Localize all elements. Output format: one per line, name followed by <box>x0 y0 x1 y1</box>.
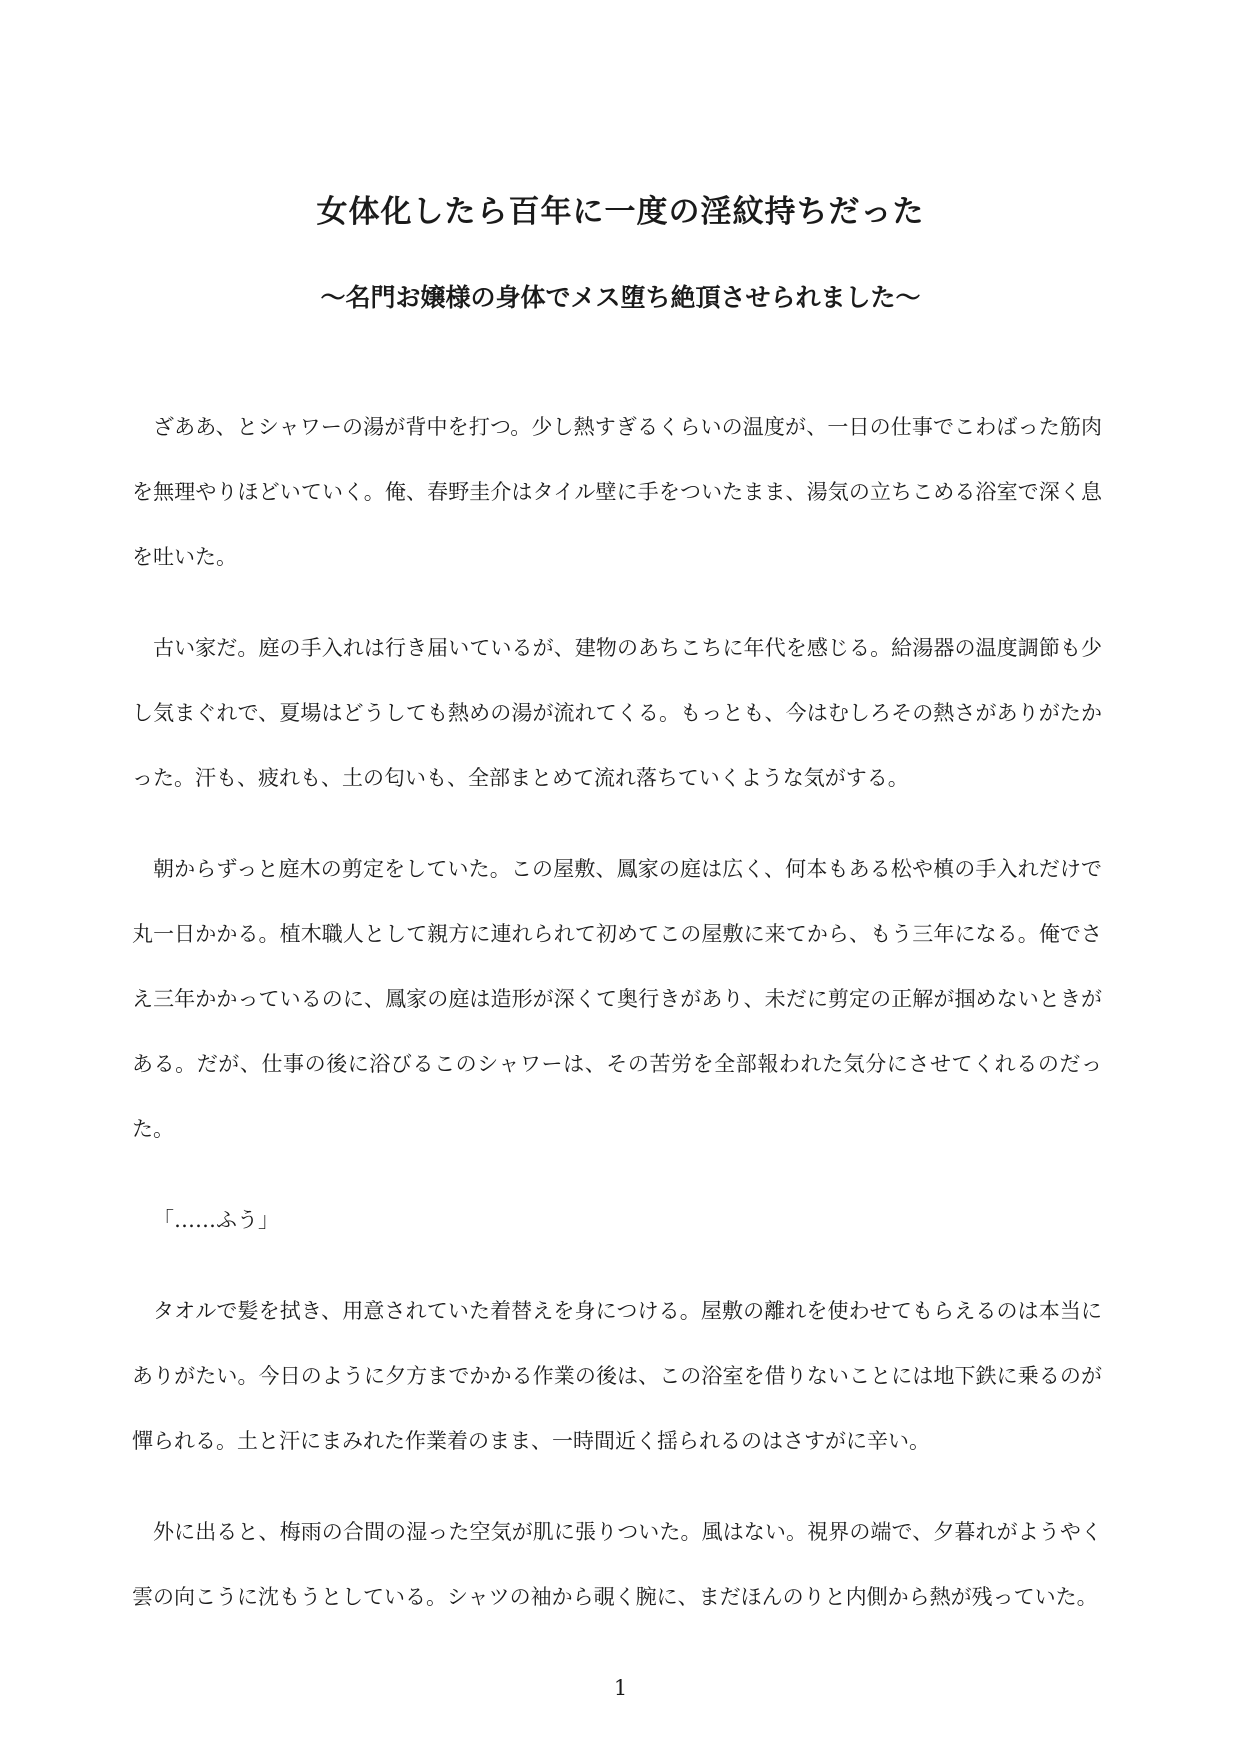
paragraph: 朝からずっと庭木の剪定をしていた。この屋敷、鳳家の庭は広く、何本もある松や槙の手入れだけで丸一日かかる。植木職人として親方に連れられて初めてこの屋敷に来てから、もう三年になる。俺でさえ三年かかっているのに、鳳家の庭は造形が深くて奥行きがあり、未だに剪定の正解が掴めないときがある。だが、仕事の後に浴びるこのシャワーは、その苦労を全部報われた気分にさせてくれるのだった。 <box>132 857 1102 1141</box>
paragraph: 外に出ると、梅雨の合間の湿った空気が肌に張りついた。風はない。視界の端で、夕暮れがようやく雲の向こうに沈もうとしている。シャツの袖から覗く腕に、まだほんのりと内側から熱が残っていた。 <box>132 1520 1102 1609</box>
paragraph: 古い家だ。庭の手入れは行き届いているが、建物のあちこちに年代を感じる。給湯器の温度調節も少し気まぐれで、夏場はどうしても熱めの湯が流れてくる。もっとも、今はむしろその熱さがありがたかった。汗も、疲れも、土の匂いも、全部まとめて流れ落ちていくような気がする。 <box>132 636 1102 790</box>
document-title: 女体化したら百年に一度の淫紋持ちだった <box>316 194 925 230</box>
paragraph: タオルで髪を拭き、用意されていた着替えを身につける。屋敷の離れを使わせてもらえるのは本当にありがたい。今日のように夕方までかかる作業の後は、この浴室を借りないことには地下鉄に乗るのが憚られる。土と汗にまみれた作業着のまま、一時間近く揺られるのはさすがに辛い。 <box>132 1299 1102 1453</box>
document-body <box>132 395 1102 1656</box>
dialogue-line: 「……ふう」 <box>153 1208 279 1232</box>
document-subtitle: 〜名門お嬢様の身体でメス堕ち絶頂させられました〜 <box>320 283 921 312</box>
page-number: 1 <box>613 1676 628 1700</box>
paragraph: ざああ、とシャワーの湯が背中を打つ。少し熱すぎるくらいの温度が、一日の仕事でこわばった筋肉を無理やりほどいていく。俺、春野圭介はタイル壁に手をついたまま、湯気の立ちこめる浴室で深く息を吐いた。 <box>132 415 1102 569</box>
